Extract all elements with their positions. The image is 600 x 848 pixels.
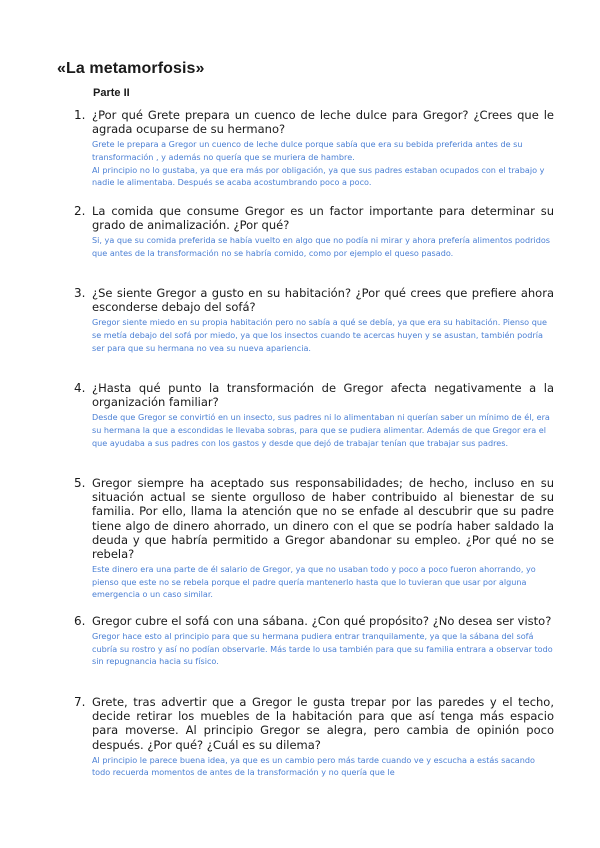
question-text: ¿Hasta qué punto la transformación de Gregor afecta negativamente a la organización familiar?: [92, 381, 554, 410]
question-item-1: [74, 108, 554, 189]
answer-text: [92, 138, 554, 188]
answer-text: [92, 234, 554, 259]
answer-paragraph: Gregor hace esto al principio para que su hermana pudiera entrar tranquilamente, ya que la sábana del sofá cubría su rostro y así no podían observarle. Más tarde lo usa también para que su familia entrara a observar todo sin repugnancia hacia su físico.: [92, 631, 553, 667]
answer-text: [92, 316, 554, 354]
question-item-6: [74, 614, 554, 668]
question-item-5: [74, 476, 554, 601]
answer-text: [92, 411, 554, 449]
question-text: ¿Se siente Gregor a gusto en su habitación? ¿Por qué crees que prefiere ahora esconderse debajo del sofá?: [92, 286, 554, 315]
question-text: Gregor cubre el sofá con una sábana. ¿Con qué propósito? ¿No desea ser visto?: [92, 614, 552, 628]
answer-paragraph: Al principio le parece buena idea, ya que es un cambio pero más tarde cuando ve y escucha a estás sacando todo recuerda momentos de antes de la transformación y no quería que le: [92, 754, 535, 778]
answer-text: [92, 630, 554, 668]
question-item-4: [74, 381, 554, 449]
section-subtitle: Parte II: [93, 87, 130, 99]
question-item-3: [74, 286, 554, 354]
document-title: «La metamorfosis»: [57, 60, 205, 77]
answer-text: [92, 754, 554, 779]
answer-paragraph: Desde que Gregor se convirtió en un insecto, sus padres ni lo alimentaban ni querían saber un mínimo de él, era su hermana la que a escondidas le llevaba sobras, para que se pudiera alimentar. Además de que Gregor era el que ayudaba a sus padres con los gastos y desde que dejó de trabajar tenían que trabajar sus padres.: [92, 412, 550, 448]
answer-text: [92, 563, 554, 601]
question-number: 5.: [74, 476, 86, 490]
question-text: Gregor siempre ha aceptado sus responsabilidades; de hecho, incluso en su situación actual se siente orgulloso de haber contribuido al bienestar de su familia. Por ello, llama la atención que no se enfade al descubrir que su padre tiene algo de dinero ahorrado, un dinero con el que se podría haber saldado la deuda y que habría permitido a Gregor abandonar su empleo. ¿Por qué no se rebela?: [92, 476, 554, 562]
question-number: 4.: [74, 381, 86, 395]
answer-paragraph: Si, ya que su comida preferida se había vuelto en algo que no podía ni mirar y ahora prefería alimentos podridos que antes de la transformación no se habría comido, como por ejemplo el queso pasado.: [92, 235, 551, 258]
answer-paragraph: Gregor siente miedo en su propia habitación pero no sabía a qué se debía, ya que era su habitación. Pienso que se metía debajo del sofá por miedo, ya que los insectos cuando te acercas huyen y se asustan, también podría ser para que su hermana no vea su nueva apariencia.: [92, 317, 547, 353]
question-number: 1.: [74, 108, 86, 122]
question-number: 6.: [74, 614, 86, 628]
question-item-2: [74, 204, 554, 260]
question-number: 7.: [74, 695, 86, 709]
question-text: Grete, tras advertir que a Gregor le gusta trepar por las paredes y el techo, decide retirar los muebles de la habitación para que así tenga más espacio para moverse. Al principio Gregor se alegra, pero cambia de opinión poco después. ¿Por qué? ¿Cuál es su dilema?: [92, 695, 554, 752]
question-text: ¿Por qué Grete prepara un cuenco de leche dulce para Gregor? ¿Crees que le agrada ocuparse de su hermano?: [92, 108, 554, 137]
question-text: La comida que consume Gregor es un factor importante para determinar su grado de animalización. ¿Por qué?: [92, 204, 554, 233]
question-number: 2.: [74, 204, 86, 218]
answer-paragraph: Al principio no lo gustaba, ya que era más por obligación, ya que sus padres estaban ocupados con el trabajo y nadie le alimentaba. Después se acaba acostumbrando poco a poco.: [92, 164, 545, 188]
answer-paragraph: Grete le prepara a Gregor un cuenco de leche dulce porque sabía que era su bebida preferida antes de su transformación , y además no quería que se muriera de hambre.: [92, 139, 523, 162]
question-item-7: [74, 695, 554, 779]
answer-paragraph: Este dinero era una parte de él salario de Gregor, ya que no usaban todo y poco a poco fueron ahorrando, yo pienso que este no se rebela porque el padre quería mantenerlo hasta que lo tuvieran que usar por alguna emergencia o un caso similar.: [92, 564, 536, 600]
question-number: 3.: [74, 286, 86, 300]
